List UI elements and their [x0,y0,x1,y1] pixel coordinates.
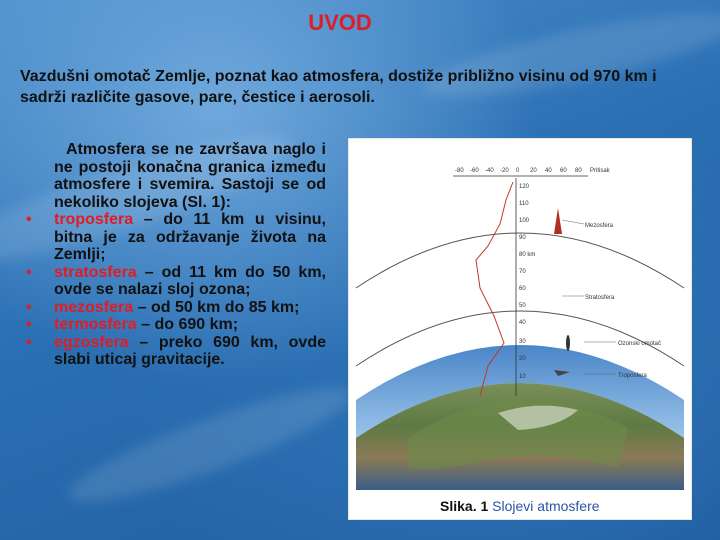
layer-text: – od 50 km do 85 km; [133,298,300,316]
bullet-icon: • [26,263,32,281]
top-tick-label: 80 [575,168,582,174]
bullet-icon: • [26,316,32,333]
layer-label-mesosphere: Mezosfera [585,223,614,229]
top-tick-label: 20 [530,168,537,174]
altitude-tick-label: 30 [519,339,526,345]
altitude-tick-label: 50 [519,303,526,309]
caption-number: Slika. 1 [440,498,489,514]
top-unit-label: Pritisak [590,168,610,174]
top-tick-label: -60 [470,168,479,174]
top-tick-label: -20 [500,168,509,174]
altitude-tick-label: 40 [519,320,526,326]
layer-name: mezosfera [54,298,134,316]
layer-name: termosfera [54,316,137,333]
top-tick-label: -40 [485,168,494,174]
layer-name: stratosfera [54,263,137,281]
layer-label-troposphere: Troposfera [618,373,647,379]
page-title: UVOD [308,10,372,35]
bullet-icon: • [26,211,32,228]
layer-name: egzosfera [54,333,129,351]
layer-text: – do 11 km u visinu, bitna je za održavanje života na Zemlji; [54,211,326,263]
atmosphere-diagram [348,138,692,520]
altitude-tick-label: 10 [519,374,526,380]
layer-name: troposfera [54,211,134,228]
bullet-icon: • [26,298,32,316]
figure-caption [440,498,600,514]
layer-item [26,316,326,334]
description-paragraph: Atmosfera se ne završava naglo i ne postoji konačna granica između atmosfere i svemira. Sastoji se od nekoliko slojeva (Sl. 1): [54,141,326,211]
altitude-tick-label: 70 [519,269,526,275]
top-tick-label: 0 [516,168,520,174]
altitude-tick-label: 90 [519,235,526,241]
top-tick-label: 60 [560,168,567,174]
layer-item [26,334,326,369]
bullet-icon: • [26,333,32,351]
background-streak [60,370,359,520]
layer-label-ozone: Ozonski omotač [618,341,662,347]
altitude-tick-label: 20 [519,356,526,362]
layer-item [26,264,326,299]
layer-text: – preko 690 km, ovde slabi uticaj gravitacije. [54,333,326,368]
layer-list [26,211,326,369]
altitude-tick-label: 110 [519,201,529,207]
top-tick-label: -80 [455,168,464,174]
altitude-tick-label: 100 [519,218,530,224]
intro-text: Vazdušni omotač Zemlje, poznat kao atmosfera, dostiže približno visinu od 970 km i sadrži različite gasove, pare, čestice i aerosoli. [20,68,657,106]
balloon-icon [566,335,570,351]
layers-description [26,141,326,369]
layer-text: – od 11 km do 50 km, ovde se nalazi sloj ozona; [54,263,326,298]
altitude-tick-label: 60 [519,286,526,292]
layer-text: – do 690 km; [136,316,239,333]
altitude-tick-label: 120 [519,184,530,190]
layer-item [26,299,326,317]
atmosphere-figure [348,138,692,520]
layer-item [26,211,326,264]
top-tick-label: 40 [545,168,552,174]
altitude-tick-label: 80 km [519,252,536,258]
layer-label-stratosphere: Stratosfera [585,295,615,301]
caption-text: Slojevi atmosfere [488,498,600,514]
